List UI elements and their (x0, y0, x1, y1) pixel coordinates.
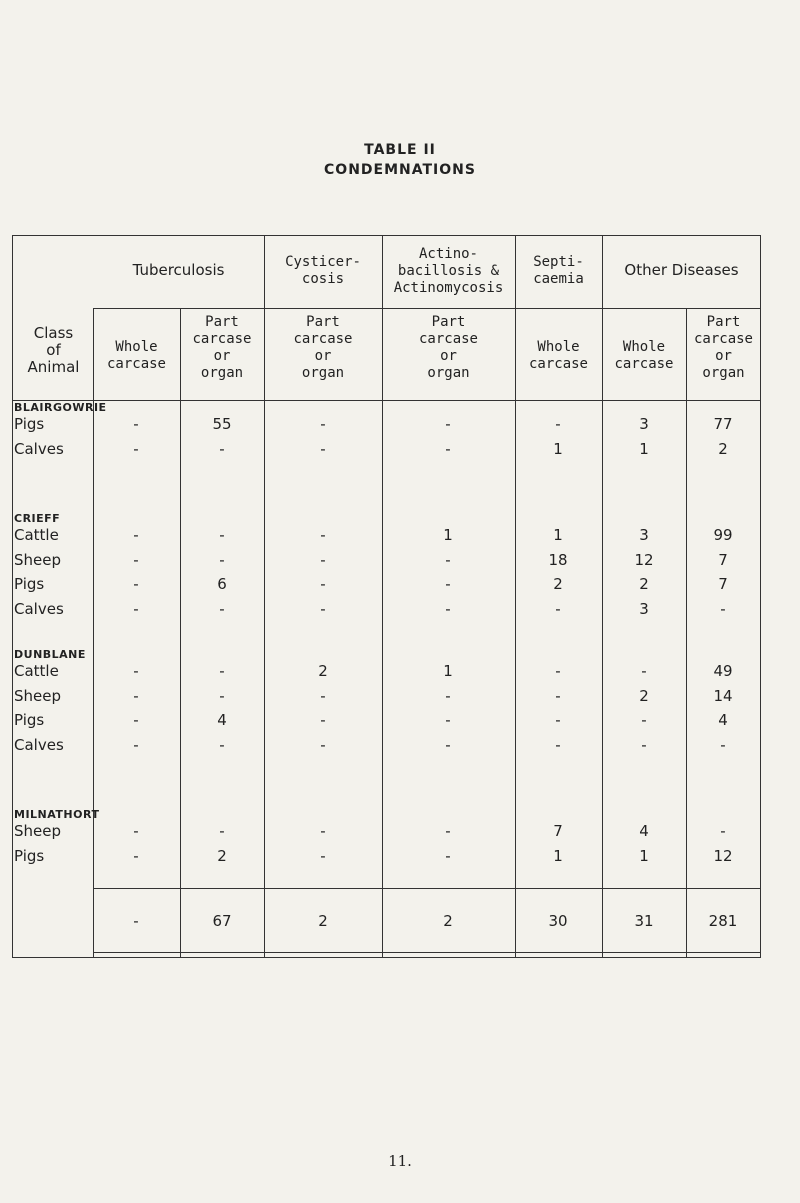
table-cell: - (320, 599, 326, 618)
table-cell: - (445, 822, 451, 840)
table-cell: - (445, 550, 451, 569)
table-cell: - (320, 415, 326, 433)
table-cell: 2 (553, 575, 563, 593)
table-cell: 1 (443, 526, 453, 544)
table-cell: 7 (718, 575, 728, 593)
table-cell: 55 (212, 415, 232, 433)
row-label: Pigs (14, 711, 45, 729)
row-label: Sheep (14, 550, 62, 569)
table-cell: 1 (443, 662, 453, 680)
row-label: Cattle (14, 662, 59, 680)
table-cell: - (133, 550, 139, 569)
table-cell: - (219, 550, 225, 569)
row-label: Pigs (14, 415, 45, 433)
header-cysticercosis: Cysticer- cosis (285, 254, 361, 287)
subheader-actino-part: Part carcase or organ (418, 314, 478, 381)
header-tuberculosis: Tuberculosis (132, 261, 225, 279)
table-cell: - (555, 415, 561, 433)
subheader-tb-whole: Whole carcase (106, 339, 166, 372)
section-header: BLAIRGOWRIE (14, 401, 107, 414)
table-cell: - (445, 439, 451, 458)
table-cell: - (320, 686, 326, 705)
row-label: Sheep (14, 686, 62, 705)
table-cell: 3 (639, 599, 649, 618)
total-cell: - (133, 912, 139, 930)
header-actinobacillosis: Actino- bacillosis & Actinomycosis (393, 246, 504, 296)
table-cell: 2 (217, 846, 227, 865)
table-cell: - (320, 439, 326, 458)
subheader-cyst-part: Part carcase or organ (293, 314, 353, 381)
table-cell: - (720, 735, 726, 754)
table-cell: - (219, 686, 225, 705)
row-label: Sheep (14, 822, 62, 840)
table-cell: - (555, 735, 561, 754)
section-header: MILNATHORT (14, 808, 100, 821)
table-cell: 18 (548, 550, 568, 569)
table-cell: - (555, 662, 561, 680)
table-cell: - (219, 735, 225, 754)
divider-header-bottom (12, 400, 761, 401)
row-label: Calves (14, 735, 64, 754)
row-label: Calves (14, 599, 64, 618)
table-cell: 49 (713, 662, 733, 680)
table-cell: - (320, 526, 326, 544)
table-cell: 7 (553, 822, 563, 840)
subheader-other-part: Part carcase or organ (693, 314, 753, 381)
table-cell: - (133, 575, 139, 593)
table-cell: - (555, 599, 561, 618)
table-cell: - (133, 735, 139, 754)
table-cell: - (641, 662, 647, 680)
table-cell: 99 (713, 526, 733, 544)
divider-totals-double (93, 952, 761, 953)
table-cell: 7 (718, 550, 728, 569)
table-cell: - (445, 599, 451, 618)
table-cell: - (445, 575, 451, 593)
table-cell: - (133, 526, 139, 544)
table-cell: - (555, 686, 561, 705)
section-header: CRIEFF (14, 512, 61, 525)
table-cell: - (320, 822, 326, 840)
table-cell: 2 (639, 686, 649, 705)
table-cell: - (133, 846, 139, 865)
page-number: 11. (388, 1152, 412, 1170)
table-cell: - (320, 550, 326, 569)
table-cell: 4 (217, 711, 227, 729)
table-cell: 3 (639, 526, 649, 544)
table-cell: 12 (713, 846, 733, 865)
table-cell: - (133, 686, 139, 705)
table-cell: - (320, 735, 326, 754)
table-cell: 4 (639, 822, 649, 840)
header-other-diseases: Other Diseases (624, 261, 739, 279)
header-class: Class of Animal (27, 324, 80, 376)
table-cell: - (219, 439, 225, 458)
divider-col-6 (686, 308, 687, 958)
divider-col-1 (180, 308, 181, 958)
table-cell: 14 (713, 686, 733, 705)
subheader-tb-part: Part carcase or organ (192, 314, 252, 381)
table-cell: 1 (639, 439, 649, 458)
header-septicaemia: Septi- caemia (533, 254, 584, 287)
table-cell: - (445, 735, 451, 754)
table-cell: 6 (217, 575, 227, 593)
subheader-other-whole: Whole carcase (614, 339, 674, 372)
table-cell: - (320, 575, 326, 593)
table-cell: - (219, 822, 225, 840)
table-cell: 2 (718, 439, 728, 458)
table-cell: 2 (639, 575, 649, 593)
table-cell: - (320, 711, 326, 729)
table-cell: - (133, 662, 139, 680)
total-cell: 2 (443, 912, 453, 930)
subheader-septi-whole: Whole carcase (528, 339, 588, 372)
table-cell: 1 (639, 846, 649, 865)
table-cell: - (219, 526, 225, 544)
table-cell: - (445, 415, 451, 433)
divider-totals (93, 888, 761, 889)
row-label: Pigs (14, 575, 45, 593)
total-cell: 2 (318, 912, 328, 930)
table-cell: 3 (639, 415, 649, 433)
table-subtitle: CONDEMNATIONS (324, 162, 476, 178)
table-cell: - (445, 846, 451, 865)
row-label: Pigs (14, 846, 45, 865)
table-cell: - (445, 711, 451, 729)
table-cell: - (320, 846, 326, 865)
table-cell: 2 (318, 662, 328, 680)
table-title: TABLE II (364, 142, 436, 158)
divider-header-group (93, 308, 761, 309)
total-cell: 281 (708, 912, 738, 930)
section-header: DUNBLANE (14, 648, 86, 661)
table-cell: - (445, 686, 451, 705)
table-cell: - (720, 599, 726, 618)
table-cell: 1 (553, 846, 563, 865)
table-cell: - (219, 599, 225, 618)
table-cell: 4 (718, 711, 728, 729)
total-cell: 30 (548, 912, 568, 930)
table-cell: - (219, 662, 225, 680)
total-cell: 31 (634, 912, 654, 930)
table-cell: 77 (713, 415, 733, 433)
table-cell: - (641, 735, 647, 754)
table-cell: 1 (553, 526, 563, 544)
table-cell: 1 (553, 439, 563, 458)
table-cell: - (133, 599, 139, 618)
table-cell: - (720, 822, 726, 840)
table-cell: - (555, 711, 561, 729)
table-cell: - (133, 415, 139, 433)
table-cell: - (133, 439, 139, 458)
total-cell: 67 (212, 912, 232, 930)
table-cell: - (133, 711, 139, 729)
row-label: Calves (14, 439, 64, 458)
row-label: Cattle (14, 526, 59, 544)
table-cell: - (133, 822, 139, 840)
table-cell: - (641, 711, 647, 729)
table-cell: 12 (634, 550, 654, 569)
